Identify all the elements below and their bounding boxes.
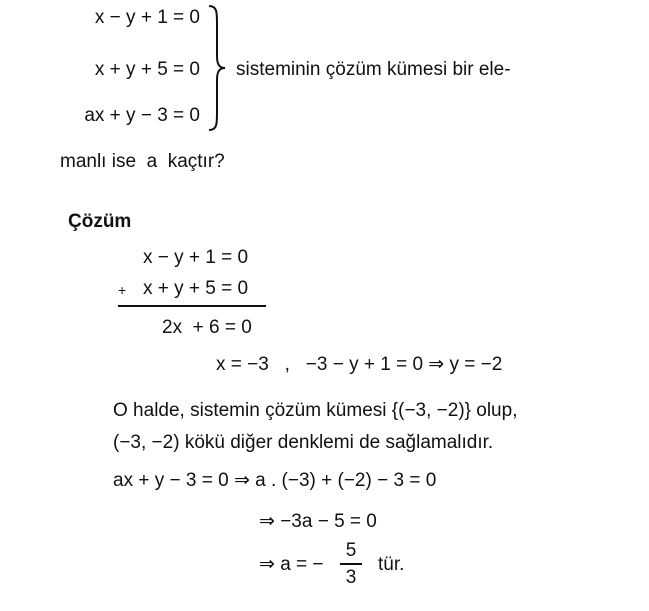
step-3-suffix: tür. [378,554,405,575]
problem-text-line-1: sisteminin çözüm kümesi bir ele- [236,59,511,80]
problem-text-line-2: manlı ise a kaçtır? [60,151,225,172]
fraction-five-thirds [340,541,362,587]
solution-text-line-2: (−3, −2) kökü diğer denklemi de sağlamalıdır. [113,432,494,453]
system-equation-1: x − y + 1 = 0 [94,7,200,28]
solution-text-line-1: O halde, sistemin çözüm kümesi {(−3, −2)} olup, [113,400,518,421]
system-equation-3: ax + y − 3 = 0 [84,105,200,126]
plus-sign: + [118,282,127,298]
fraction-numerator: 5 [345,540,357,561]
step-2: ⇒ −3a − 5 = 0 [259,511,377,532]
result-line: x = −3 , −3 − y + 1 = 0 ⇒ y = −2 [216,354,503,375]
addition-equation-2: x + y + 5 = 0 [143,278,249,299]
solution-heading: Çözüm [68,211,132,232]
sum-equation: 2x + 6 = 0 [162,317,252,338]
right-brace-icon [207,4,229,132]
fraction-bar [340,563,362,565]
sum-line [118,305,266,307]
system-equation-2: x + y + 5 = 0 [94,59,200,80]
fraction-denominator: 3 [345,567,357,588]
step-1: ax + y − 3 = 0 ⇒ a . (−3) + (−2) − 3 = 0 [113,470,437,491]
step-3-prefix: ⇒ a = − [259,554,324,575]
addition-equation-1: x − y + 1 = 0 [143,247,249,268]
